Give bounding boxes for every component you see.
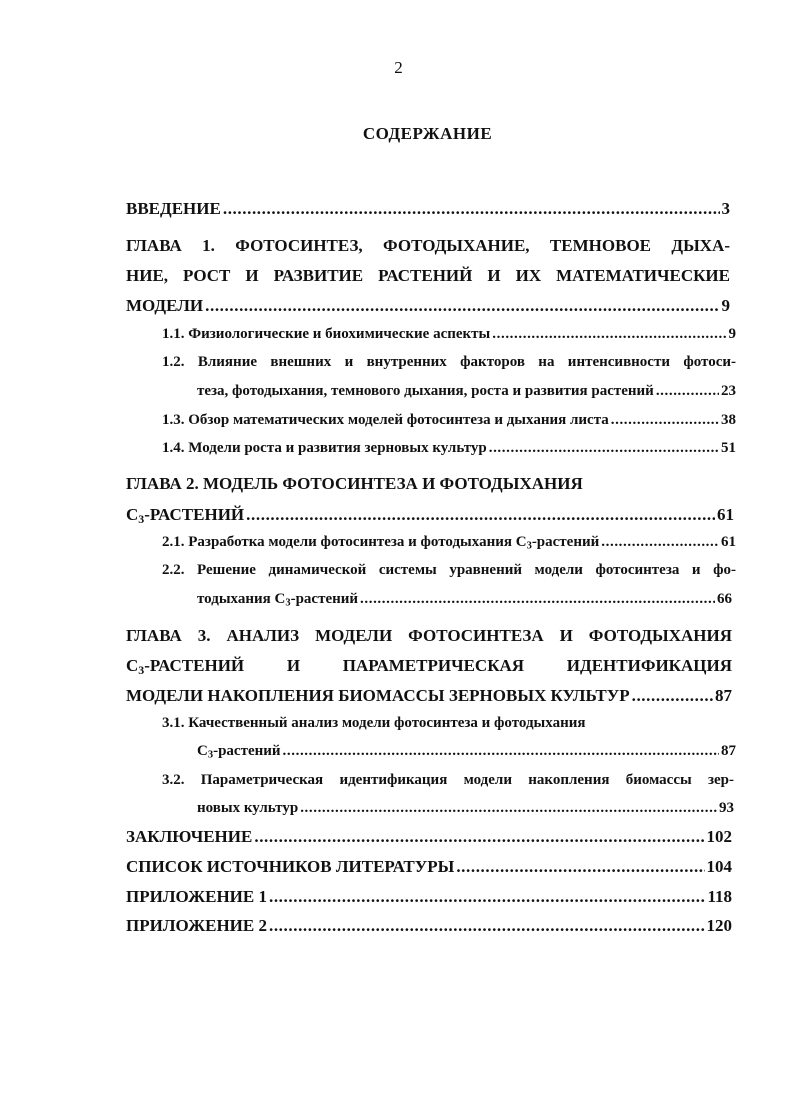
toc-entry-page: 38 <box>721 412 736 428</box>
toc-entry-title: 1.4. Модели роста и развития зерновых культур <box>162 440 487 456</box>
toc-section-2-2-line-2[interactable] <box>197 591 732 608</box>
toc-section-1-4[interactable] <box>162 440 736 457</box>
toc-entry-title: $С_3$-РАСТЕНИЙ <box>126 505 245 526</box>
toc-entry-title: 2.2. Решение динамической системы уравнений модели фотосинтеза и фо- <box>162 562 736 578</box>
toc-chapter-1-line-3[interactable] <box>126 296 730 316</box>
dot-leader <box>300 800 717 817</box>
toc-entry-page: 87 <box>715 686 732 705</box>
toc-entry-page: 61 <box>717 505 734 524</box>
toc-entry-title: МОДЕЛИ НАКОПЛЕНИЯ БИОМАССЫ ЗЕРНОВЫХ КУЛЬТУР <box>126 686 630 705</box>
toc-entry-page: 118 <box>707 887 732 906</box>
toc-chapter-3-line-1[interactable] <box>126 626 732 646</box>
toc-chapter-2-line-2[interactable] <box>126 505 734 525</box>
dot-leader <box>269 887 705 907</box>
toc-entry-page: 104 <box>706 857 732 876</box>
toc-entry-title: 3.1. Качественный анализ модели фотосинтеза и фотодыхания <box>162 715 586 731</box>
toc-entry-page: 51 <box>721 440 736 456</box>
toc-chapter-3-line-3[interactable] <box>126 686 732 706</box>
dot-leader <box>611 412 719 429</box>
dot-leader <box>601 534 719 551</box>
toc-entry-page: 87 <box>721 743 736 759</box>
toc-entry-title: ГЛАВА 1. ФОТОСИНТЕЗ, ФОТОДЫХАНИЕ, ТЕМНОВОЕ ДЫХА- <box>126 236 730 255</box>
toc-section-3-1-line-2[interactable] <box>197 743 736 760</box>
toc-chapter-1-line-1[interactable] <box>126 236 730 256</box>
dot-leader <box>489 440 719 457</box>
toc-section-3-2-line-1[interactable] <box>162 772 734 789</box>
toc-entry-appendix-2[interactable] <box>126 916 732 936</box>
dot-leader <box>269 916 705 936</box>
toc-entry-title: тодыхания $С_3$-растений <box>197 591 359 609</box>
toc-entry-title: ГЛАВА 2. МОДЕЛЬ ФОТОСИНТЕЗА И ФОТОДЫХАНИЯ <box>126 474 583 493</box>
toc-section-1-1[interactable] <box>162 326 736 343</box>
toc-entry-page: 102 <box>706 827 732 846</box>
dot-leader <box>283 743 719 760</box>
toc-entry-title: теза, фотодыхания, темнового дыхания, роста и развития растений <box>197 383 654 399</box>
toc-chapter-1-line-2[interactable] <box>126 266 730 286</box>
toc-section-2-2-line-1[interactable] <box>162 562 736 579</box>
toc-chapter-2-line-1[interactable] <box>126 474 730 494</box>
toc-entry-title: СПИСОК ИСТОЧНИКОВ ЛИТЕРАТУРЫ <box>126 857 455 876</box>
toc-entry-title: 1.1. Физиологические и биохимические аспекты <box>162 326 491 342</box>
toc-section-3-2-line-2[interactable] <box>197 800 734 817</box>
toc-entry-title: ЗАКЛЮЧЕНИЕ <box>126 827 253 846</box>
toc-entry-page: 9 <box>721 296 730 315</box>
toc-section-3-1-line-1[interactable] <box>162 715 736 732</box>
dot-leader <box>360 591 715 608</box>
toc-entry-page: 120 <box>706 916 732 935</box>
toc-entry-page: 61 <box>721 534 736 550</box>
dot-leader <box>205 296 719 316</box>
toc-entry-title: 3.2. Параметрическая идентификация модели накопления биомассы зер- <box>162 772 734 788</box>
toc-entry-page: 9 <box>728 326 736 342</box>
toc-entry-title: 1.2. Влияние внешних и внутренних факторов на интенсивности фотоси- <box>162 354 736 370</box>
toc-entry-page: 93 <box>719 800 734 816</box>
toc-entry-title: $С_3$-растений <box>197 743 281 761</box>
toc-entry-title: ПРИЛОЖЕНИЕ 2 <box>126 916 267 935</box>
dot-leader <box>456 857 704 877</box>
toc-section-1-2-line-1[interactable] <box>162 354 736 371</box>
toc-entry-title: МОДЕЛИ <box>126 296 204 315</box>
dot-leader <box>632 686 713 706</box>
toc-entry-title: новых культур <box>197 800 299 816</box>
toc-entry-title: ВВЕДЕНИЕ <box>126 199 221 218</box>
page-title: СОДЕРЖАНИЕ <box>362 124 493 143</box>
toc-entry-title: ГЛАВА 3. АНАЛИЗ МОДЕЛИ ФОТОСИНТЕЗА И ФОТОДЫХАНИЯ <box>126 626 732 645</box>
toc-entry-title: 1.3. Обзор математических моделей фотосинтеза и дыхания листа <box>162 412 609 428</box>
toc-entry-title: $С_3$-РАСТЕНИЙ И ПАРАМЕТРИЧЕСКАЯ ИДЕНТИФИКАЦИЯ <box>126 656 732 677</box>
page-number: 2 <box>394 58 403 77</box>
dot-leader <box>223 199 720 219</box>
dot-leader <box>254 827 704 847</box>
toc-section-1-2-line-2[interactable] <box>197 383 736 400</box>
toc-entry-appendix-1[interactable] <box>126 887 732 907</box>
dot-leader <box>656 383 719 400</box>
dot-leader <box>492 326 726 343</box>
toc-section-2-1[interactable] <box>162 534 736 551</box>
toc-entry-page: 3 <box>721 199 730 218</box>
dot-leader <box>246 505 715 525</box>
toc-entry-title: НИЕ, РОСТ И РАЗВИТИЕ РАСТЕНИЙ И ИХ МАТЕМАТИЧЕСКИЕ <box>126 266 730 285</box>
toc-entry-title: 2.1. Разработка модели фотосинтеза и фотодыхания $С_3$-растений <box>162 534 600 552</box>
toc-entry-intro[interactable] <box>126 199 730 219</box>
toc-chapter-3-line-2[interactable] <box>126 656 732 676</box>
toc-section-1-3[interactable] <box>162 412 736 429</box>
toc-entry-title: ПРИЛОЖЕНИЕ 1 <box>126 887 267 906</box>
toc-entry-page: 23 <box>721 383 736 399</box>
toc-entry-conclusion[interactable] <box>126 827 732 847</box>
toc-entry-references[interactable] <box>126 857 732 877</box>
toc-entry-page: 66 <box>717 591 732 607</box>
